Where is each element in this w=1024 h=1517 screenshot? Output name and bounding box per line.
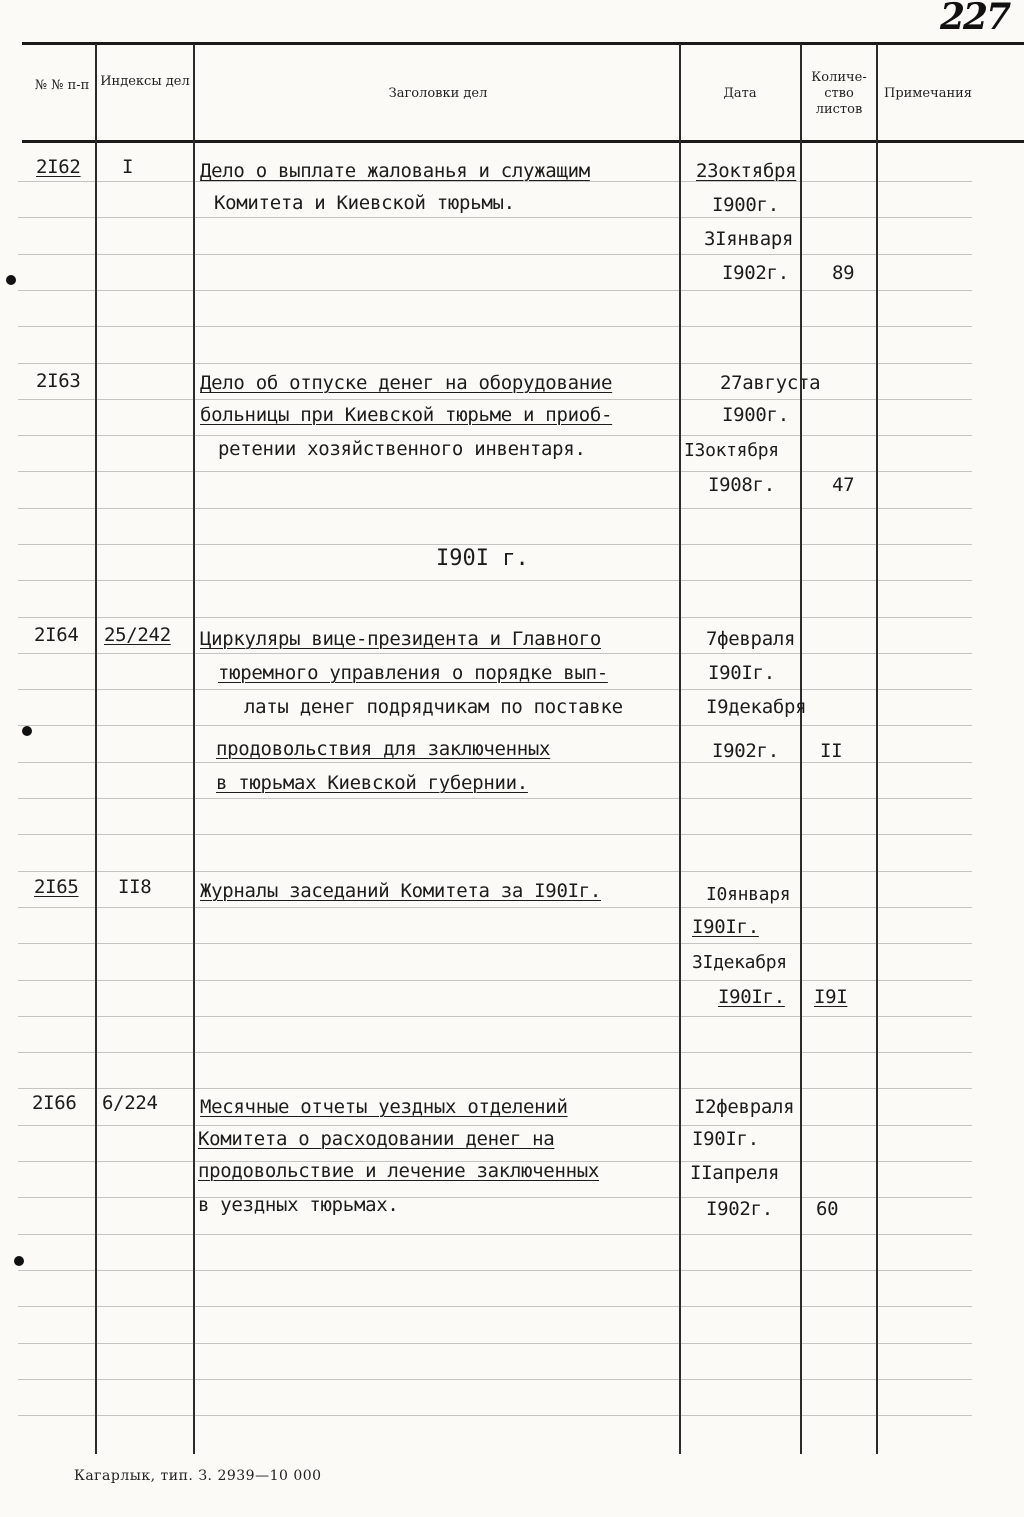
form-ruled-line bbox=[18, 725, 972, 726]
form-ruled-line bbox=[18, 363, 972, 364]
form-ruled-line bbox=[18, 1125, 972, 1126]
form-ruled-line bbox=[18, 653, 972, 654]
form-ruled-line bbox=[18, 326, 972, 327]
record-sheets: I9I bbox=[814, 986, 848, 1008]
form-ruled-line bbox=[18, 980, 972, 981]
form-ruled-line bbox=[18, 1379, 972, 1380]
form-ruled-line bbox=[18, 1270, 972, 1271]
form-ruled-line bbox=[18, 508, 972, 509]
record-title-line: Журналы заседаний Комитета за I90Iг. bbox=[200, 880, 602, 902]
record-num: 2I64 bbox=[34, 624, 79, 646]
record-date-start-year: I90Iг. bbox=[692, 1128, 759, 1150]
col-divider-sheets bbox=[876, 44, 878, 1454]
record-title-line: продовольствие и лечение заключенных bbox=[198, 1160, 600, 1182]
header-index: Индексы дел bbox=[100, 74, 190, 89]
record-title-line: больницы при Киевской тюрьме и приоб- bbox=[200, 404, 613, 426]
record-title-line: Комитета о расходовании денег на bbox=[198, 1128, 555, 1150]
record-date-start-year: I90Iг. bbox=[692, 916, 759, 938]
form-ruled-line bbox=[18, 1016, 972, 1017]
record-index: II8 bbox=[118, 876, 152, 898]
record-date-end: 3Iянваря bbox=[704, 228, 794, 250]
record-sheets: II bbox=[820, 740, 843, 762]
record-date-start: 7февраля bbox=[706, 628, 796, 650]
form-ruled-line bbox=[18, 617, 972, 618]
record-index: I bbox=[122, 156, 134, 178]
record-date-end-year: I908г. bbox=[708, 474, 775, 496]
record-date-start: 23октября bbox=[696, 160, 797, 182]
form-ruled-line bbox=[18, 834, 972, 835]
form-ruled-line bbox=[18, 254, 972, 255]
form-ruled-line bbox=[18, 1052, 972, 1053]
form-ruled-line bbox=[18, 907, 972, 908]
record-num: 2I65 bbox=[34, 876, 79, 898]
record-title-line: Циркуляры вице-президента и Главного bbox=[200, 628, 602, 650]
form-ruled-line bbox=[18, 544, 972, 545]
form-ruled-line bbox=[18, 798, 972, 799]
form-ruled-line bbox=[18, 471, 972, 472]
record-date-end-year: I90Iг. bbox=[718, 986, 785, 1008]
record-date-end: IIапреля bbox=[690, 1162, 780, 1184]
record-date-end: I9декабря bbox=[706, 696, 807, 718]
form-ruled-line bbox=[18, 290, 972, 291]
record-num: 2I63 bbox=[36, 370, 81, 392]
header-num: № № п-п bbox=[34, 78, 90, 93]
form-ruled-line bbox=[18, 399, 972, 400]
form-ruled-line bbox=[18, 762, 972, 763]
form-ruled-line bbox=[18, 580, 972, 581]
form-ruled-line bbox=[18, 1306, 972, 1307]
record-date-end-year: I902г. bbox=[722, 262, 789, 284]
record-title-line: продовольствия для заключенных bbox=[216, 738, 551, 760]
record-date-start: I0января bbox=[706, 884, 791, 905]
record-date-end-year: I902г. bbox=[712, 740, 779, 762]
col-divider-index bbox=[193, 44, 195, 1454]
col-divider-num bbox=[95, 44, 97, 1454]
record-index: 6/224 bbox=[102, 1092, 158, 1114]
record-date-start-year: I90Iг. bbox=[708, 662, 775, 684]
form-ruled-line bbox=[18, 689, 972, 690]
record-index: 25/242 bbox=[104, 624, 171, 646]
record-title-line: Комитета и Киевской тюрьмы. bbox=[214, 192, 515, 214]
binder-hole-mark bbox=[14, 1256, 24, 1266]
header-notes: Примечания bbox=[883, 86, 972, 101]
record-date-start-year: I900г. bbox=[712, 194, 779, 216]
form-ruled-line bbox=[18, 217, 972, 218]
record-title-line: Дело об отпуске денег на оборудование bbox=[200, 372, 613, 394]
form-ruled-line bbox=[18, 943, 972, 944]
form-ruled-line bbox=[18, 1343, 972, 1344]
record-title-line: латы денег подрядчикам по поставке bbox=[244, 696, 623, 718]
binder-hole-mark bbox=[22, 726, 32, 736]
col-divider-date bbox=[800, 44, 802, 1454]
binder-hole-mark bbox=[6, 275, 16, 285]
header-top-rule bbox=[22, 42, 1024, 45]
record-sheets: 60 bbox=[816, 1198, 839, 1220]
header-bottom-rule bbox=[22, 140, 1024, 143]
form-ruled-line bbox=[18, 435, 972, 436]
form-ruled-line bbox=[18, 1415, 972, 1416]
record-title-line: Месячные отчеты уездных отделений bbox=[200, 1096, 568, 1118]
record-sheets: 89 bbox=[832, 262, 855, 284]
record-date-end: 3Iдекабря bbox=[692, 952, 787, 973]
printer-imprint: Кагарлык, тип. З. 2939—10 000 bbox=[74, 1468, 322, 1484]
record-num: 2I62 bbox=[36, 156, 81, 178]
form-ruled-line bbox=[18, 1234, 972, 1235]
year-heading: I90I г. bbox=[436, 546, 529, 571]
record-title-line: ретении хозяйственного инвентаря. bbox=[218, 438, 586, 460]
record-date-start-year: I900г. bbox=[722, 404, 789, 426]
record-title-line: Дело о выплате жалованья и служащим bbox=[200, 160, 590, 182]
record-sheets: 47 bbox=[832, 474, 855, 496]
header-date: Дата bbox=[723, 86, 757, 101]
record-title-line: тюремного управления о порядке вып- bbox=[218, 662, 608, 684]
record-date-end-year: I902г. bbox=[706, 1198, 773, 1220]
header-title: Заголовки дел bbox=[388, 86, 488, 101]
header-sheets: Количе- ство листов bbox=[811, 70, 867, 117]
form-ruled-line bbox=[18, 1088, 972, 1089]
page-number: 227 bbox=[940, 0, 1010, 38]
record-title-line: в тюрьмах Киевской губернии. bbox=[216, 772, 528, 794]
record-date-start: I2февраля bbox=[694, 1096, 795, 1118]
record-title-line: в уездных тюрьмах. bbox=[198, 1194, 399, 1216]
col-divider-title bbox=[679, 44, 681, 1454]
record-num: 2I66 bbox=[32, 1092, 77, 1114]
record-date-start: 27августа bbox=[720, 372, 821, 394]
form-ruled-line bbox=[18, 871, 972, 872]
record-date-end: I3октября bbox=[684, 440, 779, 461]
